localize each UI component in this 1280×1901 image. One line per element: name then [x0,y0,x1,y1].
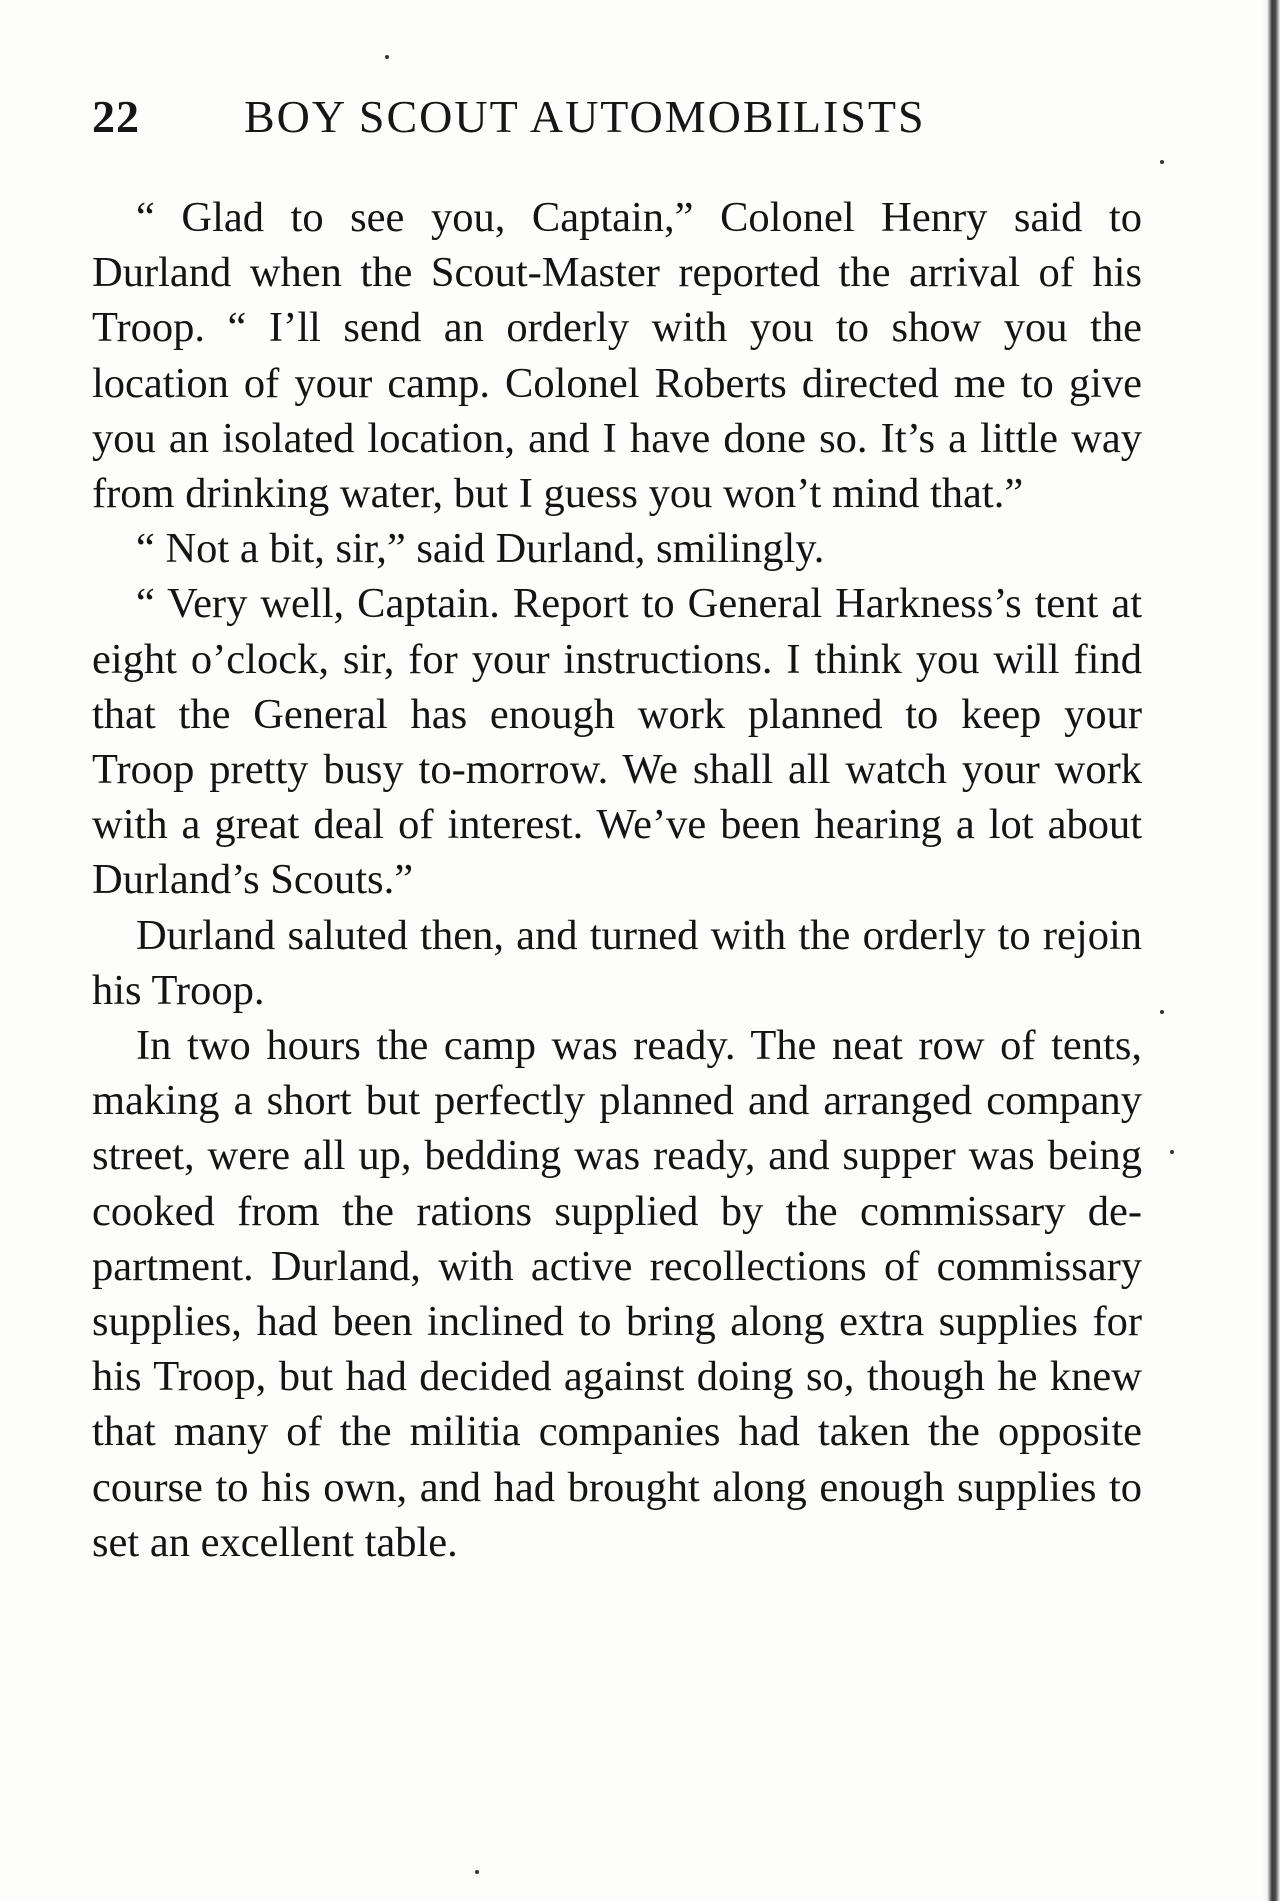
print-speck [1170,1150,1174,1154]
paragraph-durland-salutes: Durland saluted then, and turned with the orderly to rejoin his Troop. [92,911,1142,1014]
print-speck [1160,160,1164,164]
page-number: 22 [92,91,140,142]
print-speck [475,1870,479,1874]
paragraph-camp-ready: In two hours the camp was ready. The neat row of tents, making a short but perfectly planned and arranged company street, were all up, bedding was ready, and supper was being cooked from the rations supplied by the commissary department. Durland, with active recollections of commissary supplies, had been inclined to bring along extra supplies for his Troop, but had decided against doing so, though he knew that many of the militia companies had taken the opposite course to his own, and had brought along enough supplies to set an excellent table. [92,1022,1142,1566]
paragraph-report-instructions: “ Very well, Captain. Report to General Harkness’s tent at eight o’clock, sir, for your instructions. I think you will find that the General has enough work planned to keep your Troop pretty busy to-morrow. We shall all watch your work with a great deal of interest. We’ve been hearing a lot about Durland’s Scouts.” [92,580,1142,904]
paragraph-durland-reply: “ Not a bit, sir,” said Durland, smilingly. [136,525,825,573]
page-binding-edge [1262,0,1280,1901]
book-title: BOY SCOUT AUTOMOBILISTS [244,91,926,142]
running-head [92,90,1142,150]
paragraph-colonel-henry-greeting: “ Glad to see you, Captain,” Colonel Henry said to Durland when the Scout-Master reported the arrival of his Troop. “ I’ll send an orderly with you to show you the location of your camp. Colonel Roberts directed me to give you an isolated location, and I have done so. It’s a little way from drinking water, but I guess you won’t mind that.” [92,194,1142,518]
print-speck [1160,1010,1164,1014]
print-speck [385,55,389,59]
page-body [92,190,1142,1570]
